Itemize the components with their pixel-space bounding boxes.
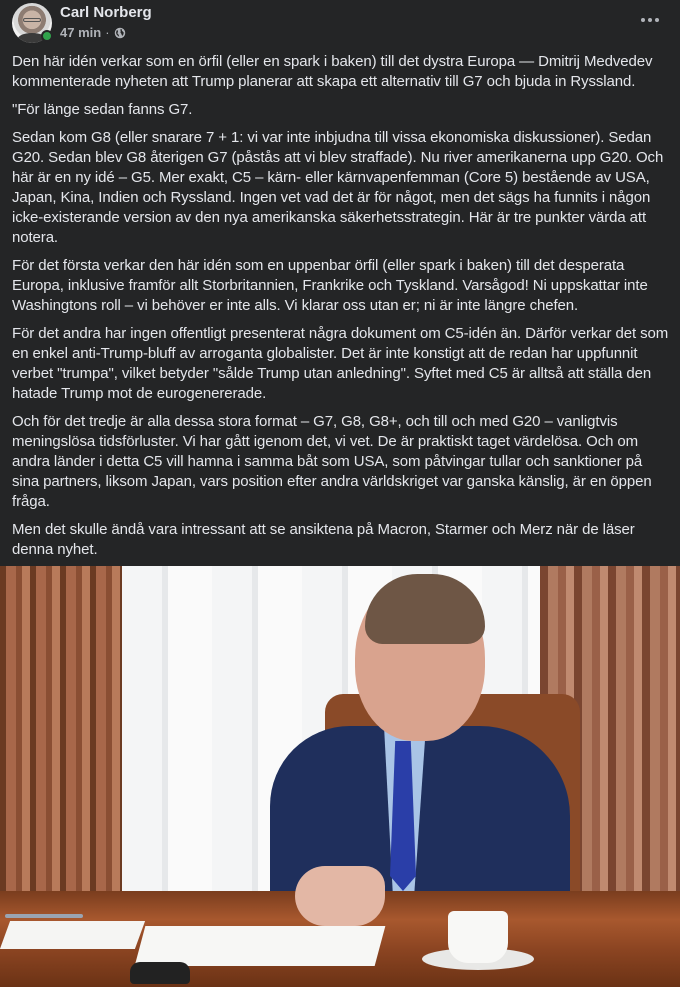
photo-paper bbox=[135, 926, 386, 966]
post-body bbox=[12, 52, 672, 568]
photo-coffee-cup bbox=[448, 911, 508, 963]
post-photo[interactable] bbox=[0, 566, 680, 987]
post-paragraph: Den här idén verkar som en örfil (eller en spark i baken) till det dystra Europa — Dmitrij Medvedev kommenterade nyheten att Trump planerar att skapa ett alternativ till G7 och bjuda in Ryssland. bbox=[12, 53, 653, 90]
photo-microphone bbox=[130, 962, 190, 984]
globe-icon[interactable] bbox=[114, 27, 126, 39]
glasses-detail bbox=[23, 18, 41, 22]
post-paragraph: För det första verkar den här idén som en uppenbar örfil (eller spark i baken) till det desperata Europa, inklusive framför allt Storbritannien, Frankrike och Tyskland. Varsågod! Ni uppskattar inte Washingtons roll – vi behöver er inte alls. Vi klarar oss utan er; ni är inte längre chefen. bbox=[12, 257, 648, 314]
photo-pen bbox=[5, 914, 83, 918]
photo-paper bbox=[0, 921, 145, 949]
more-horizontal-icon bbox=[655, 18, 659, 22]
post-timestamp[interactable]: 47 min bbox=[60, 25, 102, 40]
post-meta bbox=[60, 25, 126, 40]
post-header bbox=[0, 0, 680, 48]
photo-curtain-left bbox=[0, 566, 122, 896]
photo-hand bbox=[295, 866, 385, 926]
post-paragraph: För det andra har ingen offentligt presenterat några dokument om C5-idén än. Därför verkar det som en enkel anti-Trump-bluff av arroganta globalister. Det är inte konstigt att de redan har uppfunnit verbet "trumpa", vilket betyder "sålde Trump utan anledning". Syftet med C5 är alltså att ställa den hatade Trump mot de eurogenererade. bbox=[12, 325, 669, 402]
author-avatar[interactable] bbox=[12, 3, 52, 43]
more-options-button[interactable] bbox=[636, 10, 664, 30]
post-paragraph: Sedan kom G8 (eller snarare 7 + 1: vi var inte inbjudna till vissa ekonomiska diskussioner). Sedan G20. Sedan blev G8 återigen G7 (påstås att vi blev straffade). Nu river amerikanerna upp G20. Och här är en ny idé – G5. Mer exakt, C5 – kärn- eller kärnvapenfemman (Core 5) bestående av USA, Japan, Kina, Indien och Ryssland. Ingen vet vad det är för något, men det sägs ha funnits i någon icke-existerande version av den nya amerikanska säkerhetsstrategin. Här är tre punkter värda att notera. bbox=[12, 129, 664, 246]
more-horizontal-icon bbox=[648, 18, 652, 22]
more-horizontal-icon bbox=[641, 18, 645, 22]
meta-separator: · bbox=[105, 25, 110, 40]
online-status-icon bbox=[41, 30, 53, 42]
post-paragraph: Men det skulle ändå vara intressant att se ansiktena på Macron, Starmer och Merz när de läser denna nyhet. bbox=[12, 521, 635, 558]
post-paragraph: Och för det tredje är alla dessa stora format – G7, G8, G8+, och till och med G20 – vanligtvis meningslösa tidsförluster. Vi har gått igenom det, vi vet. De är praktiskt taget värdelösa. Och om andra länder i detta C5 vill hamna i samma båt som USA, som påtvingar tullar och sanktioner på sina partners, liksom Japan, vars position efter andra världskriget var ganska känslig, är en öppen fråga. bbox=[12, 413, 652, 510]
post-paragraph: "För länge sedan fanns G7. bbox=[12, 101, 193, 118]
author-name[interactable]: Carl Norberg bbox=[60, 4, 152, 21]
